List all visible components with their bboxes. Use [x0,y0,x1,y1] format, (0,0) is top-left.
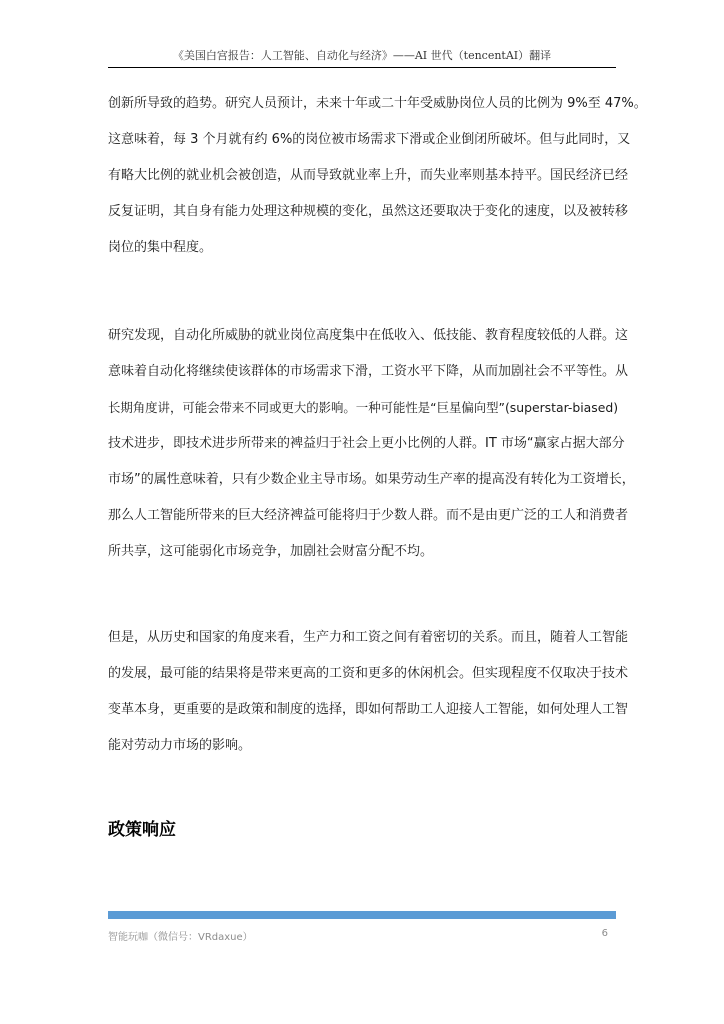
footer-source-label: 智能玩咖（微信号：VRdaxue） [108,932,253,943]
header-divider [108,67,616,68]
section-heading: 政策响应 [108,820,176,840]
paragraph-line: 所共享，这可能弱化市场竞争，加剧社会财富分配不均。 [108,544,434,559]
paragraph-line: 岗位的集中程度。 [108,240,213,255]
paragraph-1 [108,86,647,266]
paragraph-line: 这意味着，每 3 个月就有约 6%的岗位被市场需求下滑或企业倒闭所破坏。但与此同时，又 [108,132,631,147]
paragraph-line: 研究发现，自动化所威胁的就业岗位高度集中在低收入、低技能、教育程度较低的人群。这 [108,328,629,343]
page-header-title: 《美国白宫报告：人工智能、自动化与经济》——AI 世代（tencentAI）翻译 [172,49,552,62]
paragraph-2 [108,318,635,570]
paragraph-line: 但是，从历史和国家的角度来看，生产力和工资之间有着密切的关系。而且，随着人工智能 [108,630,629,645]
paragraph-line: 有略大比例的就业机会被创造，从而导致就业率上升，而失业率则基本持平。国民经济已经 [108,168,629,183]
paragraph-line: 创新所导致的趋势。研究人员预计，未来十年或二十年受威胁岗位人员的比例为 9%至 47%。 [108,96,647,111]
paragraph-3 [108,620,629,764]
paragraph-line: 能对劳动力市场的影响。 [108,738,252,753]
paragraph-line: 意味着自动化将继续使该群体的市场需求下滑，工资水平下降，从而加剧社会不平等性。从 [108,364,629,379]
footer-accent-bar [108,911,616,919]
paragraph-line: 的发展，最可能的结果将是带来更高的工资和更多的休闲机会。但实现程度不仅取决于技术 [108,666,629,681]
paragraph-line: 市场”的属性意味着，只有少数企业主导市场。如果劳动生产率的提高没有转化为工资增长， [108,472,635,487]
page-number: 6 [601,928,608,939]
paragraph-line: 那么人工智能所带来的巨大经济裨益可能将归于少数人群。而不是由更广泛的工人和消费者 [108,508,629,523]
paragraph-line: 技术进步，即技术进步所带来的裨益归于社会上更小比例的人群。IT 市场“赢家占据大部分 [108,436,625,451]
paragraph-line: 变革本身，更重要的是政策和制度的选择，即如何帮助工人迎接人工智能，如何处理人工智 [108,702,629,717]
paragraph-line: 长期角度讲，可能会带来不同或更大的影响。一种可能性是“巨星偏向型”(superstar-biased) [108,400,619,415]
paragraph-line: 反复证明，其自身有能力处理这种规模的变化，虽然这还要取决于变化的速度，以及被转移 [108,204,629,219]
